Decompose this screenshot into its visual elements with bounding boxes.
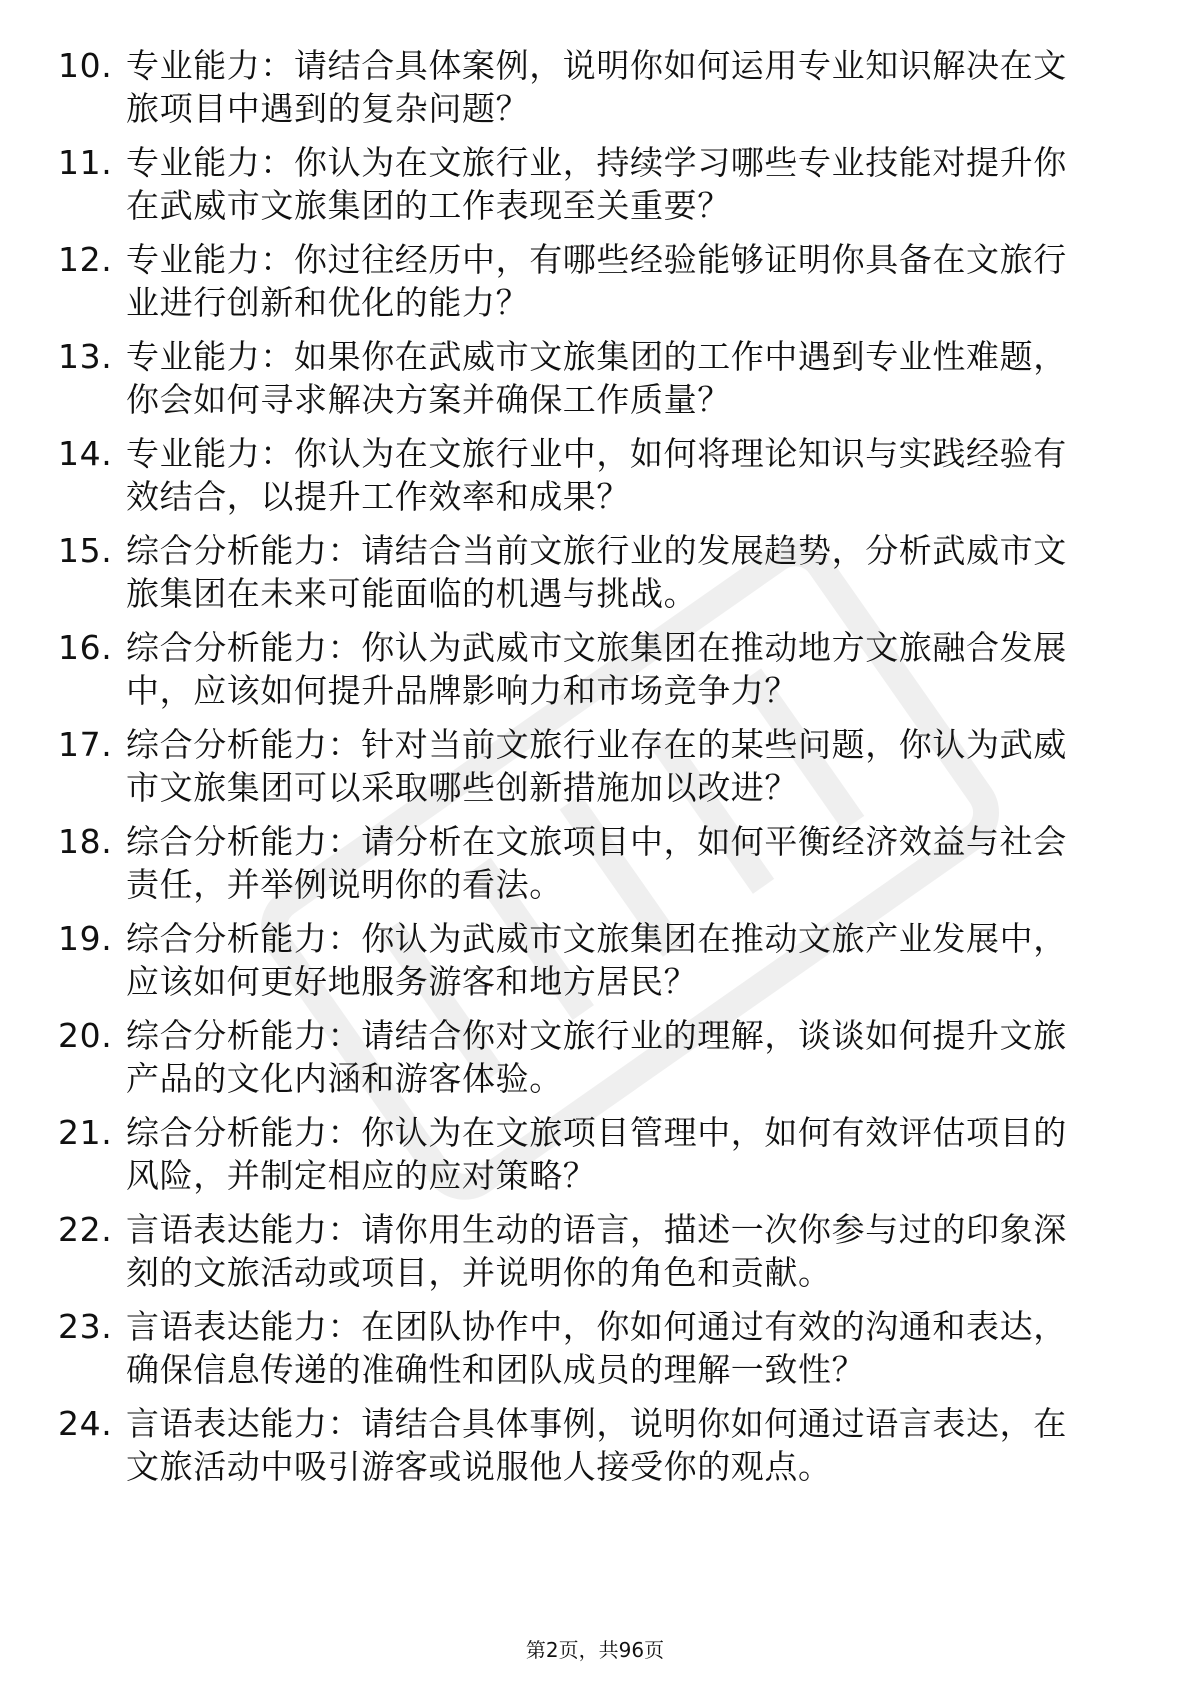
question-item <box>58 917 1118 1003</box>
question-text: 言语表达能力：在团队协作中，你如何通过有效的沟通和表达，确保信息传递的准确性和团队成员的理解一致性？ <box>126 1307 1067 1389</box>
question-item <box>58 529 1118 615</box>
question-item <box>58 626 1118 712</box>
question-item <box>58 1111 1118 1197</box>
question-text: 综合分析能力：你认为武威市文旅集团在推动地方文旅融合发展中，应该如何提升品牌影响力和市场竞争力？ <box>126 628 1067 710</box>
question-number: 23. <box>58 1307 113 1346</box>
question-text: 专业能力：你过往经历中，有哪些经验能够证明你具备在文旅行业进行创新和优化的能力？ <box>126 240 1067 322</box>
question-text: 综合分析能力：请结合当前文旅行业的发展趋势，分析武威市文旅集团在未来可能面临的机遇与挑战。 <box>126 531 1067 613</box>
question-number: 14. <box>58 434 113 473</box>
question-number: 15. <box>58 531 113 570</box>
question-text: 综合分析能力：你认为在文旅项目管理中，如何有效评估项目的风险，并制定相应的应对策略？ <box>126 1113 1067 1195</box>
question-text: 综合分析能力：针对当前文旅行业存在的某些问题，你认为武威市文旅集团可以采取哪些创新措施加以改进？ <box>126 725 1067 807</box>
question-item <box>58 723 1118 809</box>
question-text: 专业能力：你认为在文旅行业中，如何将理论知识与实践经验有效结合，以提升工作效率和成果？ <box>126 434 1067 516</box>
question-item <box>58 1305 1118 1391</box>
question-text: 综合分析能力：请结合你对文旅行业的理解，谈谈如何提升文旅产品的文化内涵和游客体验。 <box>126 1016 1067 1098</box>
question-text: 专业能力：如果你在武威市文旅集团的工作中遇到专业性难题，你会如何寻求解决方案并确保工作质量？ <box>126 337 1067 419</box>
question-number: 17. <box>58 725 113 764</box>
question-number: 21. <box>58 1113 113 1152</box>
question-item <box>58 238 1118 324</box>
question-number: 19. <box>58 919 113 958</box>
question-number: 12. <box>58 240 113 279</box>
question-text: 言语表达能力：请你用生动的语言，描述一次你参与过的印象深刻的文旅活动或项目，并说明你的角色和贡献。 <box>126 1210 1067 1292</box>
question-text: 言语表达能力：请结合具体事例，说明你如何通过语言表达，在文旅活动中吸引游客或说服他人接受你的观点。 <box>126 1404 1067 1486</box>
question-item <box>58 44 1118 130</box>
question-number: 11. <box>58 143 113 182</box>
question-item <box>58 820 1118 906</box>
question-text: 专业能力：请结合具体案例，说明你如何运用专业知识解决在文旅项目中遇到的复杂问题？ <box>126 46 1067 128</box>
question-number: 22. <box>58 1210 113 1249</box>
question-item <box>58 1014 1118 1100</box>
question-text: 专业能力：你认为在文旅行业，持续学习哪些专业技能对提升你在武威市文旅集团的工作表现至关重要？ <box>126 143 1067 225</box>
question-list <box>58 44 1118 1499</box>
question-number: 24. <box>58 1404 113 1443</box>
question-item <box>58 1208 1118 1294</box>
question-item <box>58 432 1118 518</box>
question-number: 10. <box>58 46 113 85</box>
question-number: 20. <box>58 1016 113 1055</box>
question-item <box>58 141 1118 227</box>
question-text: 综合分析能力：你认为武威市文旅集团在推动文旅产业发展中，应该如何更好地服务游客和地方居民？ <box>126 919 1067 1001</box>
question-text: 综合分析能力：请分析在文旅项目中，如何平衡经济效益与社会责任，并举例说明你的看法。 <box>126 822 1067 904</box>
question-number: 13. <box>58 337 113 376</box>
page-footer: 第2页，共96页 <box>525 1638 665 1662</box>
question-item <box>58 1402 1118 1488</box>
question-number: 18. <box>58 822 113 861</box>
question-item <box>58 335 1118 421</box>
question-number: 16. <box>58 628 113 667</box>
